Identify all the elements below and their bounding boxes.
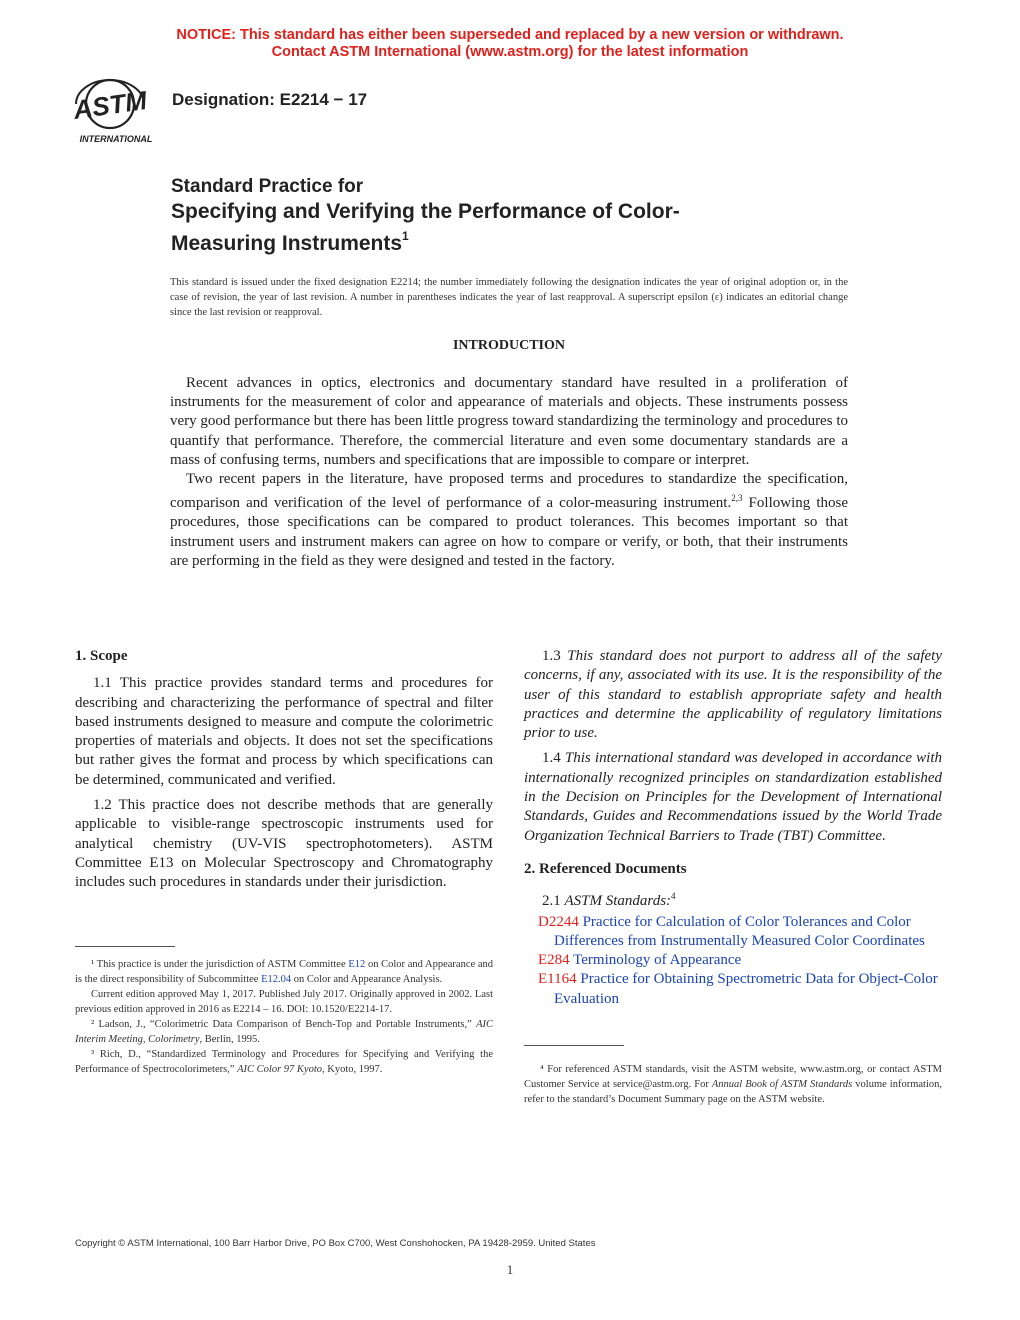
footnote-4-text-b: volume information, refer to the standard’s Document Summary page on the ASTM website. (524, 1079, 942, 1105)
footnote-1-text-b: on Color and Appearance and is the direct responsibility of Subcommittee (75, 959, 493, 985)
footnotes-left (75, 957, 493, 1077)
introduction-body (170, 374, 848, 571)
reference-item[interactable] (524, 951, 942, 970)
referenced-documents-heading: 2. Referenced Documents (524, 860, 687, 877)
intro-p2-text-b: Following those procedures, those specifications can be compared to product tolerances. This becomes important so that instrument users and instrument makers can agree on how to compare or verify, or both, that their instruments are performing in the field as they were designed and tested in the factory. (170, 495, 848, 569)
reference-title[interactable]: Practice for Obtaining Spectrometric Data for Object-Color Evaluation (554, 971, 938, 1007)
footnote-divider-left (75, 946, 175, 947)
section-1-4 (524, 749, 942, 845)
reference-item[interactable] (524, 913, 942, 952)
notice-line-1: NOTICE: This standard has either been superseded and replaced by a new version or withdrawn. (176, 27, 844, 43)
footnote-4-source: Annual Book of ASTM Standards (711, 1079, 853, 1090)
section-2-1-number: 2.1 (542, 893, 561, 910)
page-number: 1 (506, 1262, 514, 1277)
section-1-4-text: This international standard was developed in accordance with internationally recognized principles on standardization established in the Decision on Principles for the Development of International Standards, Guides and Recommendations issued by the World Trade Organization Technical Barriers to Trade (TBT) Committee. (524, 750, 942, 844)
footnote-divider-right (524, 1045, 624, 1046)
reference-title[interactable]: Terminology of Appearance (573, 952, 742, 969)
left-column (75, 647, 493, 899)
right-column (524, 647, 942, 1009)
introduction-heading: INTRODUCTION (452, 338, 565, 353)
astm-logo (72, 74, 162, 146)
section-1-2: 1.2 This practice does not describe methods that are generally applicable to visible-range spectroscopic instruments used for analytical chemistry (UV-VIS spectrophotometers). ASTM Committee E13 on Molecular Spectroscopy and Chromatography includes such procedures in standards under their jurisdiction. (75, 797, 493, 891)
footnote-3-text-b: , Kyoto, 1997. (322, 1064, 383, 1075)
title-line-3-text: Measuring Instruments (171, 232, 403, 255)
title-line-1: Standard Practice for (171, 176, 364, 197)
intro-p2-text-a: Two recent papers in the literature, have proposed terms and procedures to standardize the specification, comparison and verification of the level of performance of a color-measuring instrument. (170, 471, 848, 512)
title-footnote-mark: 1 (402, 229, 409, 243)
footnote-3-text-a: ³ Rich, D., “Standardized Terminology and Procedures for Specifying and Verifying the Performance of Spectrocolorimeters,” (75, 1049, 493, 1075)
reference-code[interactable]: E1164 (538, 971, 577, 988)
reference-item[interactable] (524, 970, 942, 1009)
logo-label: INTERNATIONAL (79, 134, 153, 144)
issue-note: This standard is issued under the fixed designation E2214; the number immediately following the designation indicates the year of original adoption or, in the case of revision, the year of last revision. A number in parentheses indicates the year of last reapproval. A superscript epsilon (ε) indicates an editorial change since the last revision or reapproval. (170, 277, 848, 318)
title-line-3 (171, 225, 680, 257)
reference-code[interactable]: D2244 (538, 913, 579, 930)
section-2-1-footnote-mark: 4 (671, 891, 676, 902)
footnote-1 (75, 957, 493, 987)
astm-logo-icon (72, 74, 162, 146)
section-2-1-label: ASTM Standards: (564, 893, 672, 910)
document-title (171, 175, 680, 257)
subcommittee-e12-04-link[interactable]: E12.04 (261, 974, 292, 985)
footnotes-right (524, 1062, 942, 1107)
logo-letters: ASTM (72, 85, 149, 125)
footnote-4 (524, 1062, 942, 1107)
reference-title[interactable]: Practice for Calculation of Color Tolerances and Color Differences from Instrumentally Measured Color Coordinates (554, 913, 925, 949)
notice-banner (0, 27, 1020, 61)
intro-p2-footnote-refs: 2,3 (731, 493, 743, 504)
footnote-2 (75, 1017, 493, 1047)
section-1-3-text: This standard does not purport to address all of the safety concerns, if any, associated with its use. It is the responsibility of the user of this standard to establish appropriate safety and health practices and determine the applicability of regulatory limitations prior to use. (524, 648, 942, 742)
title-line-2: Specifying and Verifying the Performance of Color- (171, 200, 680, 223)
footnote-1-text-c: on Color and Appearance Analysis. (291, 974, 443, 985)
footnote-3 (75, 1047, 493, 1077)
introduction-paragraph-1: Recent advances in optics, electronics and documentary standard have resulted in a proliferation of instruments for the measurement of color and appearance of materials and objects. These instruments possess very good performance but there has been little progress toward standardizing the terminology and procedures to quantify that performance. Therefore, the commercial literature and even some documentary standards are a mass of confusing terms, numbers and specifications that are impossible to compare or interpret. (170, 375, 848, 468)
section-1-3 (524, 647, 942, 743)
footnote-2-source: AIC Interim Meeting, Colorimetry (75, 1019, 493, 1045)
footnote-1-text-a: ¹ This practice is under the jurisdiction of ASTM Committee (91, 959, 349, 970)
footnote-3-source: AIC Color 97 Kyoto (237, 1064, 322, 1075)
footnote-4-text-a: ⁴ For referenced ASTM standards, visit the ASTM website, www.astm.org, or contact ASTM Customer Service at service@astm.org. For (524, 1064, 942, 1090)
footnote-2-text-a: ² Ladson, J., “Colorimetric Data Comparison of Bench-Top and Portable Instruments,” (91, 1019, 477, 1030)
footnote-1-approval: Current edition approved May 1, 2017. Published July 2017. Originally approved in 2002. Last previous edition approved in 2016 as E2214 – 16. DOI: 10.1520/E2214-17. (75, 989, 493, 1015)
section-1-1: 1.1 This practice provides standard terms and procedures for describing and characterizing the performance of spectral and filter based instruments designed to measure and compute the colorimetric properties of materials and objects. It does not set the specifications but rather gives the format and process by which specifications can be determined, communicated and verified. (75, 675, 493, 788)
footnote-2-text-b: , Berlin, 1995. (199, 1034, 260, 1045)
introduction-paragraph-2 (170, 470, 848, 571)
section-1-4-number: 1.4 (542, 750, 561, 767)
section-2-1 (524, 887, 942, 911)
committee-e12-link[interactable]: E12 (348, 959, 366, 970)
designation: Designation: E2214 − 17 (172, 90, 368, 109)
section-1-3-number: 1.3 (542, 648, 561, 664)
reference-code[interactable]: E284 (538, 952, 570, 969)
scope-heading: 1. Scope (75, 648, 128, 664)
notice-line-2: Contact ASTM International (www.astm.org) for the latest information (271, 44, 749, 60)
copyright: Copyright © ASTM International, 100 Barr Harbor Drive, PO Box C700, West Conshohocken, PA 19428-2959. United States (75, 1238, 596, 1249)
